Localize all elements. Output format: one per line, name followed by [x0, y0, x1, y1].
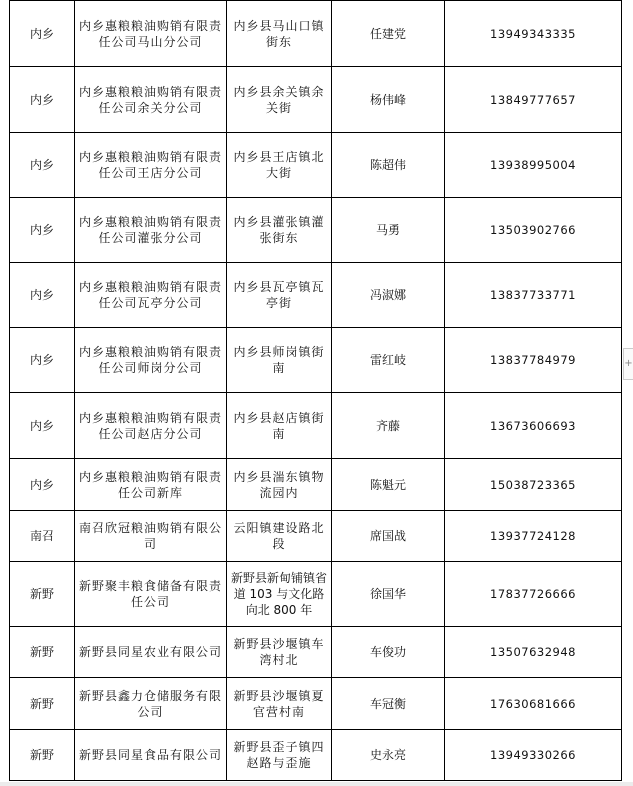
- phone-cell: 17630681666: [445, 678, 622, 730]
- county-cell: 内乡: [10, 67, 75, 133]
- address-cell: 新野县歪子镇四赵路与歪施: [227, 730, 332, 781]
- county-cell: 新野: [10, 730, 75, 781]
- contact-cell: 陈魁元: [332, 459, 445, 511]
- company-cell: 新野县同星农业有限公司: [75, 627, 227, 678]
- phone-cell: 13673606693: [445, 393, 622, 459]
- address-cell: 新野县沙堰镇夏官营村南: [227, 678, 332, 730]
- company-cell: 内乡惠粮粮油购销有限责任公司新库: [75, 459, 227, 511]
- address-cell: 内乡县湍东镇物流园内: [227, 459, 332, 511]
- contact-cell: 杨伟峰: [332, 67, 445, 133]
- grain-purchase-points-table: [9, 0, 622, 781]
- table-row: [10, 459, 622, 511]
- phone-cell: 13503902766: [445, 198, 622, 263]
- address-cell: 新野县沙堰镇车湾村北: [227, 627, 332, 678]
- contact-cell: 齐藤: [332, 393, 445, 459]
- contact-cell: 马勇: [332, 198, 445, 263]
- address-cell: 内乡县师岗镇街南: [227, 328, 332, 393]
- contact-cell: 雷红岐: [332, 328, 445, 393]
- company-cell: 新野聚丰粮食储备有限责任公司: [75, 562, 227, 627]
- phone-cell: 13837733771: [445, 263, 622, 328]
- phone-cell: 13849777657: [445, 67, 622, 133]
- address-cell: 内乡县王店镇北大街: [227, 133, 332, 198]
- table-row: [10, 562, 622, 627]
- phone-cell: 15038723365: [445, 459, 622, 511]
- county-cell: 内乡: [10, 328, 75, 393]
- county-cell: 内乡: [10, 393, 75, 459]
- address-cell: 内乡县余关镇余关街: [227, 67, 332, 133]
- county-cell: 内乡: [10, 459, 75, 511]
- table-row: [10, 133, 622, 198]
- contact-cell: 车冠衡: [332, 678, 445, 730]
- phone-cell: 13949343335: [445, 1, 622, 67]
- contact-cell: 陈超伟: [332, 133, 445, 198]
- bottom-scrollbar[interactable]: [0, 782, 633, 786]
- table-row: [10, 627, 622, 678]
- phone-cell: 17837726666: [445, 562, 622, 627]
- table-row: [10, 511, 622, 562]
- company-cell: 新野县鑫力仓储服务有限公司: [75, 678, 227, 730]
- company-cell: 内乡惠粮粮油购销有限责任公司灌张分公司: [75, 198, 227, 263]
- county-cell: 内乡: [10, 198, 75, 263]
- contact-cell: 席国战: [332, 511, 445, 562]
- company-cell: 内乡惠粮粮油购销有限责任公司赵店分公司: [75, 393, 227, 459]
- company-cell: 内乡惠粮粮油购销有限责任公司瓦亭分公司: [75, 263, 227, 328]
- county-cell: 新野: [10, 627, 75, 678]
- company-cell: 内乡惠粮粮油购销有限责任公司余关分公司: [75, 67, 227, 133]
- county-cell: 南召: [10, 511, 75, 562]
- phone-cell: 13507632948: [445, 627, 622, 678]
- address-cell: 新野县新甸铺镇省道 103 与文化路向北 800 年: [227, 562, 332, 627]
- phone-cell: 13937724128: [445, 511, 622, 562]
- company-cell: 内乡惠粮粮油购销有限责任公司马山分公司: [75, 1, 227, 67]
- address-cell: 内乡县马山口镇街东: [227, 1, 332, 67]
- table-row: [10, 328, 622, 393]
- address-cell: 内乡县赵店镇街南: [227, 393, 332, 459]
- contact-cell: 史永亮: [332, 730, 445, 781]
- contact-cell: 徐国华: [332, 562, 445, 627]
- company-cell: 内乡惠粮粮油购销有限责任公司王店分公司: [75, 133, 227, 198]
- table-row: [10, 1, 622, 67]
- contact-cell: 冯淑娜: [332, 263, 445, 328]
- table-row: [10, 263, 622, 328]
- address-cell: 云阳镇建设路北段: [227, 511, 332, 562]
- table-row: [10, 730, 622, 781]
- phone-cell: 13837784979: [445, 328, 622, 393]
- table-row: [10, 678, 622, 730]
- county-cell: 新野: [10, 678, 75, 730]
- expand-handle[interactable]: +: [623, 348, 633, 380]
- phone-cell: 13949330266: [445, 730, 622, 781]
- company-cell: 南召欣冠粮油购销有限公司: [75, 511, 227, 562]
- table-row: [10, 67, 622, 133]
- phone-cell: 13938995004: [445, 133, 622, 198]
- address-cell: 内乡县灌张镇灌张街东: [227, 198, 332, 263]
- county-cell: 内乡: [10, 133, 75, 198]
- table-body: [10, 1, 622, 781]
- company-cell: 新野县同星食品有限公司: [75, 730, 227, 781]
- county-cell: 内乡: [10, 1, 75, 67]
- address-cell: 内乡县瓦亭镇瓦亭街: [227, 263, 332, 328]
- county-cell: 内乡: [10, 263, 75, 328]
- county-cell: 新野: [10, 562, 75, 627]
- company-cell: 内乡惠粮粮油购销有限责任公司师岗分公司: [75, 328, 227, 393]
- table-row: [10, 198, 622, 263]
- table-row: [10, 393, 622, 459]
- contact-cell: 任建党: [332, 1, 445, 67]
- contact-cell: 车俊功: [332, 627, 445, 678]
